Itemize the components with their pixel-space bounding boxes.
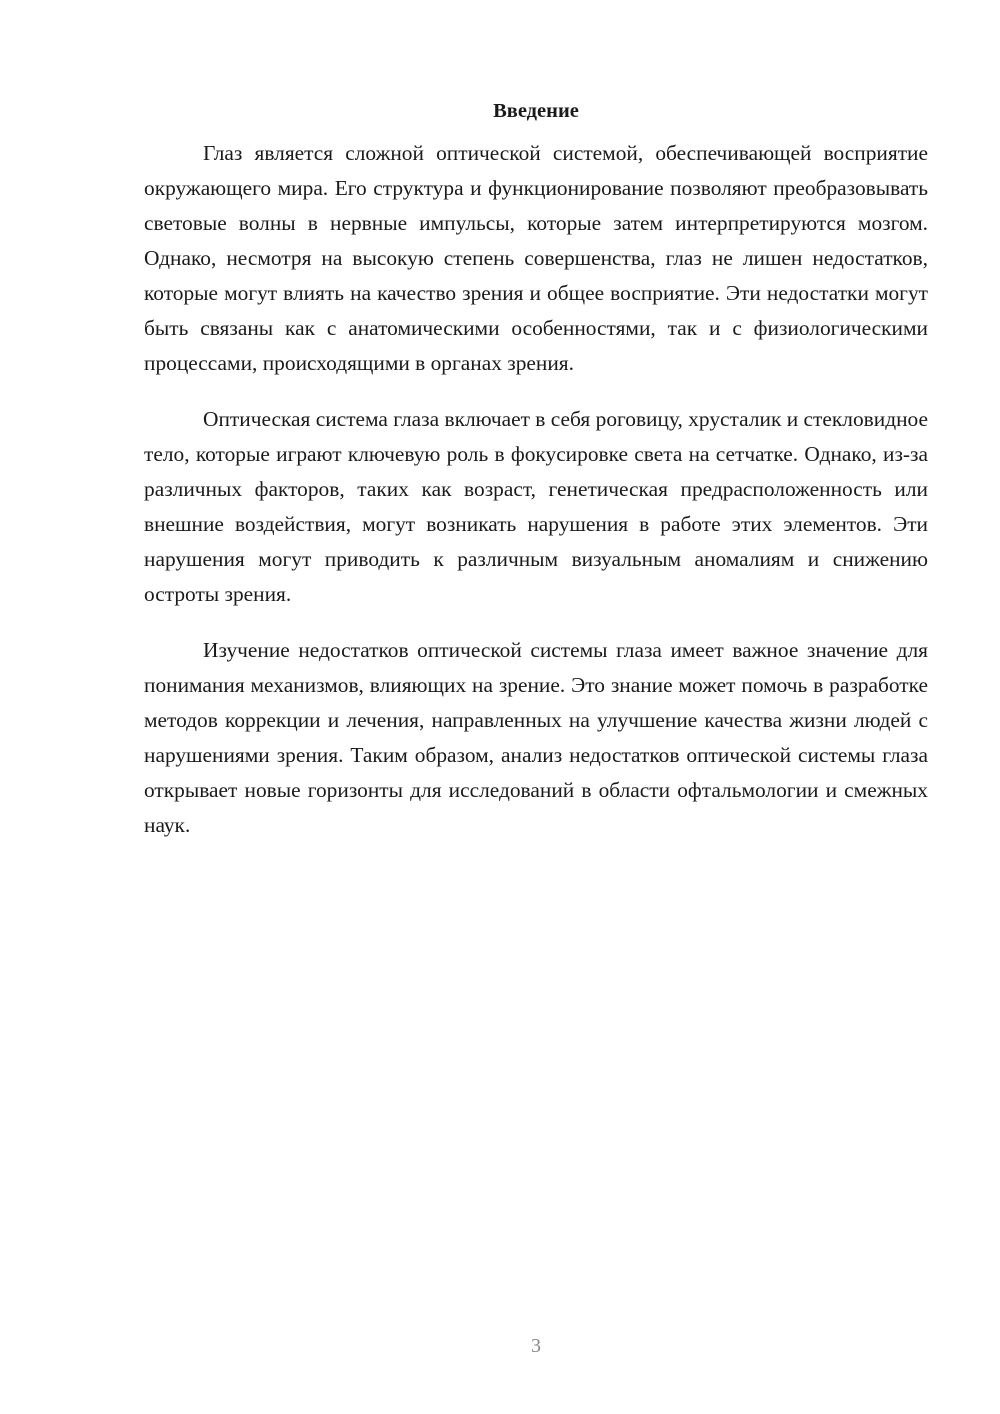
page-content: [144, 96, 928, 864]
paragraph-2: Оптическая система глаза включает в себя роговицу, хрусталик и стекловидное тело, которые играют ключевую роль в фокусировке света на сетчатке. Однако, из-за различных факторов, таких как возраст, генетическая предрасположенность или внешние воздействия, могут возникать нарушения в работе этих элементов. Эти нарушения могут приводить к различным визуальным аномалиям и снижению остроты зрения.: [144, 407, 928, 606]
paragraph-1: Глаз является сложной оптической системой, обеспечивающей восприятие окружающего мира. Его структура и функционирование позволяют преобразовывать световые волны в нервные импульсы, которые затем интерпретируются мозгом. Однако, несмотря на высокую степень совершенства, глаз не лишен недостатков, которые могут влиять на качество зрения и общее восприятие. Эти недостатки могут быть связаны как с анатомическими особенностями, так и с физиологическими процессами, происходящими в органах зрения.: [144, 141, 928, 375]
page-number: 3: [531, 1335, 541, 1357]
section-heading: Введение: [493, 100, 579, 122]
paragraph-3: Изучение недостатков оптической системы глаза имеет важное значение для понимания механизмов, влияющих на зрение. Это знание может помочь в разработке методов коррекции и лечения, направленных на улучшение качества жизни людей с нарушениями зрения. Таким образом, анализ недостатков оптической системы глаза открывает новые горизонты для исследований в области офтальмологии и смежных наук.: [144, 638, 928, 837]
